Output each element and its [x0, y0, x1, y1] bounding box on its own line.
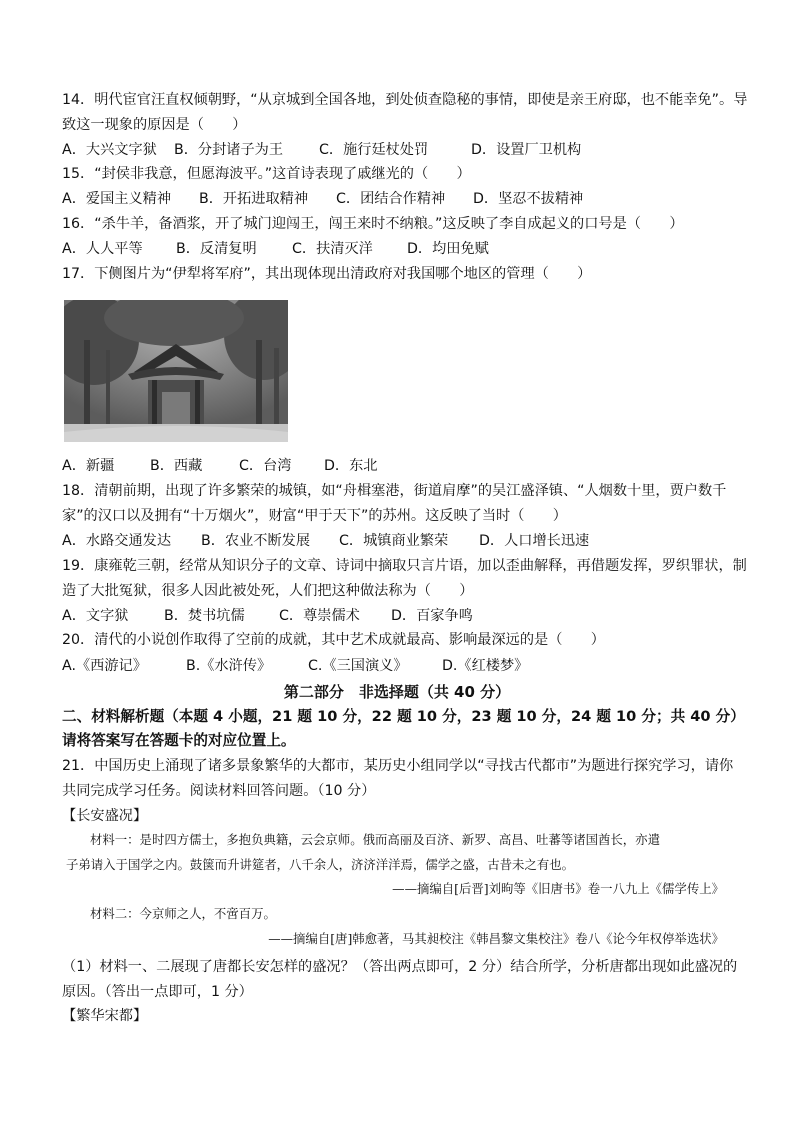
question-19-options — [62, 606, 473, 626]
option-d: D．均田免赋 — [407, 241, 489, 257]
question-18-options — [62, 531, 589, 551]
question-14-text-cont: 致这一现象的原因是（ ） — [62, 117, 247, 133]
option-d: D．人口增长迅速 — [479, 533, 590, 549]
question-17-options — [62, 456, 378, 476]
question-20-options — [62, 656, 528, 676]
material-one-text: 材料一：是时四方儒士，多抱负典籍，云会京师。俄而高丽及百济、新罗、高昌、吐蕃等诸国酋长，亦遣 — [90, 832, 660, 847]
material-one-source: ——摘编自[后晋]刘昫等《旧唐书》卷一八九上《儒学传上》 — [392, 881, 724, 896]
yili-general-mansion-photo — [64, 300, 288, 442]
option-a: A．水路交通发达 — [62, 533, 172, 549]
option-c: C.《三国演义》 — [308, 658, 408, 674]
option-d: D．百家争鸣 — [391, 608, 473, 624]
option-b: B.《水浒传》 — [186, 658, 272, 674]
option-c: C．尊崇儒术 — [279, 608, 360, 624]
question-15-options — [62, 189, 583, 209]
question-14-text: 14．明代宦官汪直权倾朝野，“从京城到全国各地，到处侦查隐秘的事情，即使是亲王府邸，也不能幸免”。导 — [62, 92, 748, 108]
question-18-text-cont: 家”的汉口以及拥有“十万烟火”，财富“甲于天下”的苏州。这反映了当时（ ） — [62, 508, 567, 524]
option-b: B．反清复明 — [176, 241, 257, 257]
question-19-text-cont: 造了大批冤狱，很多人因此被处死，人们把这种做法称为（ ） — [62, 583, 474, 599]
option-a: A．文字狱 — [62, 608, 129, 624]
option-d: D．东北 — [324, 458, 378, 474]
question-21-text: 21．中国历史上涌现了诸多景象繁华的大都市，某历史小组同学以“寻找古代都市”为题进行探究学习，请你 — [62, 758, 734, 774]
sub-question-1-cont: 原因。（答出一点即可，1 分） — [62, 984, 253, 1000]
question-15-text: 15．“封侯非我意，但愿海波平。”这首诗表现了戚继光的（ ） — [62, 166, 471, 182]
option-b: B．开拓进取精神 — [199, 191, 309, 207]
option-d: D．设置厂卫机构 — [471, 142, 582, 158]
question-20-text: 20．清代的小说创作取得了空前的成就，其中艺术成就最高、影响最深远的是（ ） — [62, 632, 605, 648]
option-c: C．施行廷杖处罚 — [319, 142, 429, 158]
option-c: C．台湾 — [239, 458, 292, 474]
material-two-text: 材料二：今京师之人，不啻百万。 — [90, 906, 276, 921]
option-b: B．分封诸子为王 — [174, 142, 284, 158]
option-a: A.《西游记》 — [62, 658, 147, 674]
option-b: B．西藏 — [150, 458, 203, 474]
option-c: C．团结合作精神 — [336, 191, 446, 207]
question-14-options — [62, 140, 581, 160]
option-d: D.《红楼梦》 — [442, 658, 529, 674]
material-two-source: ——摘编自[唐]韩愈著，马其昶校注《韩昌黎文集校注》卷八《论今年权停举选状》 — [268, 931, 724, 946]
answer-instruction: 请将答案写在答题卡的对应位置上。 — [62, 732, 296, 749]
option-a: A．大兴文字狱 — [62, 142, 157, 158]
question-18-text: 18．清朝前期，出现了许多繁荣的城镇，如“舟楫塞港，街道肩摩”的吴江盛泽镇、“人烟数十里，贾户数千 — [62, 483, 727, 499]
question-17-text: 17．下侧图片为“伊犁将军府”，其出现体现出清政府对我国哪个地区的管理（ ） — [62, 266, 592, 282]
question-21-text-cont: 共同完成学习任务。阅读材料回答问题。（10 分） — [62, 783, 376, 799]
section-song-capital: 【繁华宋都】 — [62, 1008, 148, 1024]
part-two-title: 第二部分 非选择题（共 40 分） — [283, 683, 511, 701]
option-a: A．爱国主义精神 — [62, 191, 172, 207]
question-16-text: 16．“杀牛羊，备酒浆，开了城门迎闯王，闯王来时不纳粮。”这反映了李自成起义的口号是（ ） — [62, 216, 684, 232]
question-16-options — [62, 239, 489, 259]
option-a: A．人人平等 — [62, 241, 143, 257]
option-b: B．焚书坑儒 — [164, 608, 245, 624]
section-two-heading: 二、材料解析题（本题 4 小题，21 题 10 分，22 题 10 分，23 题 10 分，24 题 10 分；共 40 分） — [62, 708, 745, 725]
option-c: C．城镇商业繁荣 — [339, 533, 449, 549]
question-19-text: 19．康雍乾三朝，经常从知识分子的文章、诗词中摘取只言片语，加以歪曲解释，再借题发挥，罗织罪状，制 — [62, 558, 747, 574]
material-one-text-cont: 子弟请入于国学之内。鼓箧而升讲筵者，八千余人，济济洋洋焉，儒学之盛，古昔未之有也。 — [66, 857, 575, 872]
option-b: B．农业不断发展 — [201, 533, 311, 549]
sub-question-1: （1）材料一、二展现了唐都长安怎样的盛况？（答出两点即可，2 分）结合所学，分析唐都出现如此盛况的 — [62, 959, 738, 975]
option-d: D．坚忍不拔精神 — [473, 191, 584, 207]
option-c: C．扶清灭洋 — [292, 241, 373, 257]
section-changan: 【长安盛况】 — [62, 808, 148, 824]
option-a: A．新疆 — [62, 458, 115, 474]
